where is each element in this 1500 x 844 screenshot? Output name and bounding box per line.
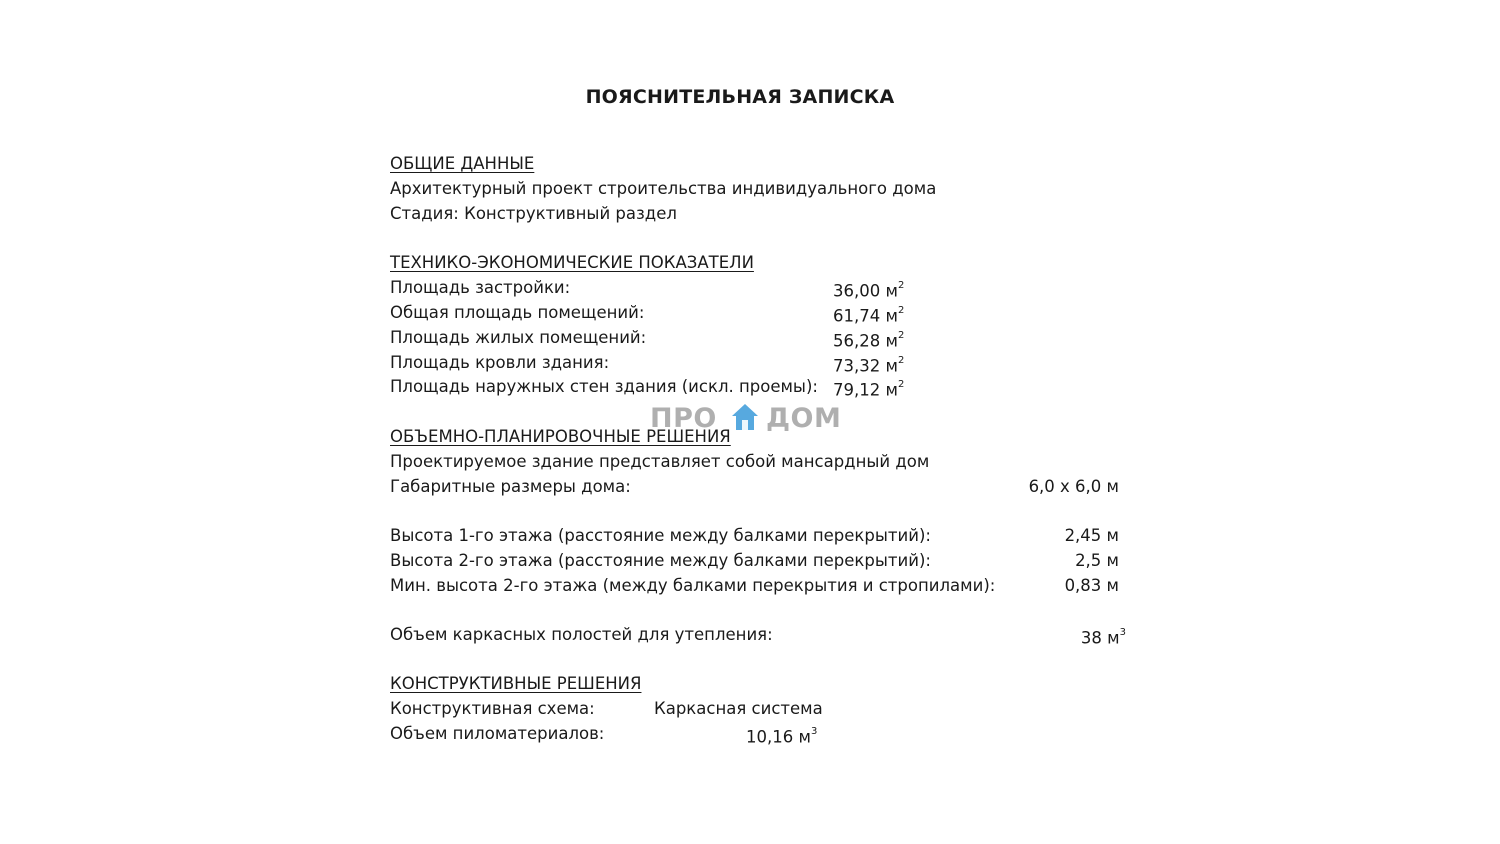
house-icon xyxy=(730,402,760,436)
tech-row-label: Площадь кровли здания: xyxy=(390,353,610,372)
height-label: Мин. высота 2-го этажа (между балками перекрытия и стропилами): xyxy=(390,576,996,595)
tech-row-label: Общая площадь помещений: xyxy=(390,303,645,322)
tech-row-value: 56,28 $м^2$ xyxy=(833,330,905,351)
watermark-right-word: ДОМ xyxy=(766,403,842,434)
height-value: 2,5 м xyxy=(1075,551,1119,570)
dims-label: Габаритные размеры дома: xyxy=(390,477,631,496)
construct-heading: КОНСТРУКТИВНЫЕ РЕШЕНИЯ xyxy=(390,674,642,693)
lumber-label: Объем пиломатериалов: xyxy=(390,724,605,743)
volume-value: 38 $м^3$ xyxy=(1080,627,1126,648)
height-value: 2,45 м xyxy=(1064,526,1119,545)
volume-label: Объем каркасных полостей для утепления: xyxy=(390,625,773,644)
height-label: Высота 2-го этажа (расстояние между балками перекрытий): xyxy=(390,551,931,570)
tech-row-label: Площадь жилых помещений: xyxy=(390,328,647,347)
tech-row-value: 73,32 $м^2$ xyxy=(833,355,905,376)
general-line-1: Архитектурный проект строительства индивидуального дома xyxy=(390,179,937,198)
dims-value: 6,0 х 6,0 м xyxy=(1028,477,1119,496)
tech-row-label: Площадь застройки: xyxy=(390,278,571,297)
tech-row-label: Площадь наружных стен здания (искл. проемы): xyxy=(390,377,818,396)
document-title: ПОЯСНИТЕЛЬНАЯ ЗАПИСКА xyxy=(585,86,895,108)
height-label: Высота 1-го этажа (расстояние между балками перекрытий): xyxy=(390,526,931,545)
tech-heading: ТЕХНИКО-ЭКОНОМИЧЕСКИЕ ПОКАЗАТЕЛИ xyxy=(390,253,754,272)
tech-row-value: 79,12 $м^2$ xyxy=(833,379,905,400)
planning-heading: ОБЪЕМНО-ПЛАНИРОВОЧНЫЕ РЕШЕНИЯ xyxy=(390,427,731,446)
general-line-2: Стадия: Конструктивный раздел xyxy=(390,204,677,223)
lumber-value: 10,16 $м^3$ xyxy=(746,726,818,747)
watermark-left-word: ПРО xyxy=(650,403,717,434)
watermark-logo xyxy=(650,403,860,443)
scheme-label: Конструктивная схема: xyxy=(390,699,595,718)
tech-row-value: 61,74 $м^2$ xyxy=(833,305,905,326)
scheme-value: Каркасная система xyxy=(654,699,823,718)
height-value: 0,83 м xyxy=(1064,576,1119,595)
general-heading: ОБЩИЕ ДАННЫЕ xyxy=(390,154,535,173)
planning-line-1: Проектируемое здание представляет собой мансардный дом xyxy=(390,452,930,471)
tech-row-value: 36,00 $м^2$ xyxy=(833,280,905,301)
